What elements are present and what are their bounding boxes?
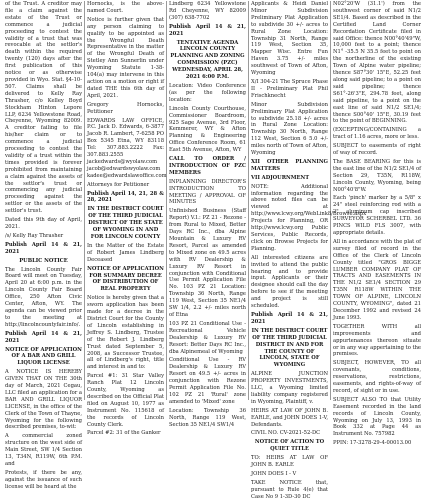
notice-paragraph: IN THE DISTRICT COURT OF THE THIRD JUDICIAL DISTRICT OF THE STATE OF WYOMING IN AND FOR LINCOLN COUNTY — [87, 206, 164, 240]
notice-paragraph: EDWARDS LAW OFFICE, P.C. Jack D. Edwards, 6-3877 Jacob R. Lambert, 7-6258 PO Box 5345 Etna, WY 83118 Tel: 307.883.2222 Fax: 307.883.2555 jackedwards@wyolaw.com jacob@edwardswyolaw.com kadee@edwardslawoffice.com — [87, 117, 167, 179]
notice-paragraph: 103 PZ 21 Conditional Use - Recreational Vehicle Dealership & Luxury RV Resort: Better Days RC Inc., dba Alpinemeal of Wyoming — [169, 320, 246, 355]
notice-paragraph: Parcel #2: 31 of the Ganker — [87, 430, 161, 437]
notice-paragraph: Dated this 9th day of April, 2021. — [5, 217, 82, 230]
notice-paragraph: NOTICE OF APPLICATION FOR SUMMARY DECREE OF DISTRIBUTION OF REAL PROPERTY — [87, 265, 164, 293]
notice-paragraph: (EXCEPTING/CONTAINING a tract of 1.16 acres, more or less. — [333, 127, 421, 141]
notice-paragraph: All interested citizens are invited to attend the public hearing and to provide input. Applicants or their designee should call the day before to see if the meeting and project is still scheduled. — [251, 254, 328, 310]
notice-paragraph: NOTICE OF APPLICATION OF A BAR AND GRILL LIQUOR LICENSE — [5, 346, 82, 367]
notice-paragraph: ALPINE JUNCTION PROPERTY INVESTMENTS, LLC, a Wyoming limited liability company registered in Wyoming, Plaintiff, v. — [251, 371, 328, 405]
notice-paragraph: Conditional Use - RV Dealership & Luxury RV Resort on 49.5 +/- acres in conjunction with Rezone Permit Application File No. 102 PZ 21 'Rural' zone amended to 'Mixed' zone — [169, 357, 246, 405]
notice-paragraph: PUBLIC NOTICE — [19, 257, 68, 264]
notice-paragraph: Attorneys for Petitioner — [87, 181, 150, 188]
notice-paragraph: The BASE BEARING for this is the east line of the N1/2 SE1/4 of Section 29, T35N, R118W, Lincoln County, Wyoming, being N00°40'8"W. — [333, 158, 421, 193]
notice-paragraph: Notice is hereby given that a sworn application has been made for a decree in the District Court for the County of Lincoln establishing in Jeffrey S. Lindberg, Trustee of the Robert J. Lindberg Trust dated September 5, 2008, as Successor Trustee, all of Lindberg's right, title and interest in and to: — [87, 295, 164, 371]
column-1 — [3, 1, 85, 490]
notice-paragraph: N02°20'W (31.1') from the southwest corner of said N1/2 SE1/4. Based as described in the Certified Land Corner Recordation Certificate filed in said Office: thence N00°40'49"W, 10,000 feet to a point; thence N1° -35.5 N 35.5 feet to point on the northerline of the existing Town of Alpine water pipeline; thence S87°30' 15"E, 52.25 feet along said pipeline; to a point on said pipeline; thence S61°-26'3"E, 294.78 feet, along said pipeline, to a point on the east line of said N1/2 SE1/4; thence S00°40' 15"E, 30.19 feet to the point of BEGINNING. — [333, 1, 421, 125]
notice-paragraph: HEIRS AT LAW OF JOHN B. EARLE, and JOHN DOES 1-V, Defendants. — [251, 407, 328, 428]
notice-paragraph: Location: Township 36 North, Range 119 West, Section 35 NE1/4 SW1/4 — [169, 407, 246, 428]
notice-paragraph: INPLANNING DIRECTOR'S INTRODUCTION TO MEETING / APPROVAL OF MINUTES — [169, 178, 246, 206]
notice-paragraph: TO: HEIRS AT LAW OF JOHN B. EARLE — [251, 455, 328, 469]
notice-paragraph: Lincoln County Courthouse, Commissioner Boardroom, 925 Sage Avenue, 3rd Floor, Kemmerer, WY & Afton Planning & Engineering Office Conference Room, 61 East 5th Avenue, Afton, WY — [169, 105, 246, 154]
notice-paragraph: Publish April 14 & 21, 2021 — [251, 311, 328, 325]
notice-paragraph: In the Matter of the Estate of Robert James Lindberg Deceased — [87, 242, 164, 263]
notice-paragraph: All in accordance with the plat of survey filed of record in the Office of the Clerk of Lincoln County titled "GROS BIGGE LUMBER COMPANY PLAT OF TRACTS AND EASEMENTS IN THE N1/2 SE1/4 SECTION 29 T35N R118W WITHIN THE TOWN OF ALPINE, LINCOLN COUNTY, WYOMING", dated 21 December 1992 and revised 24 June 1993. — [333, 238, 421, 321]
column-3 — [167, 1, 249, 428]
notice-paragraph: Publish April 14, 21, 28 & 28, 2021 — [87, 190, 164, 204]
notice-paragraph: SUBJECT, HOWEVER, TO all covenants, conditions, reservations, restrictions, easements, and rights-of-way of record, of sight or in use. — [333, 360, 421, 394]
notice-paragraph: JOHN DOES I - V — [251, 471, 297, 477]
notice-paragraph: Hornocks, is the above-named Court. — [87, 1, 164, 14]
notice-paragraph: IN THE DISTRICT COURT OF THE THIRD JUDICIAL DISTRICT IN AND FOR THE COUNTY OF LINCOLN, STATE OF WYOMING — [251, 327, 328, 369]
notice-paragraph: XII OTHER PLANNING MATTERS — [251, 158, 328, 172]
notice-paragraph: /s/ Kelly Ray Thrasher — [5, 232, 64, 239]
column-4 — [249, 1, 367, 500]
notice-paragraph: TENTATIVE AGENDA LINCOLN COUNTY PLANNING AND ZONING COMMISSION (PZC) WEDNESDAY, APRIL 28, 2021 6:00 P.M. — [170, 39, 245, 81]
notice-paragraph: Applicants & Heidi Daniel Minor Subdivision Preliminary Plat Application to subdivide 30 +/- acres to Rural Zone Location: Township 31 North, Range 119 West, Section 35, Mapper Wisc. Entre Fun Haven 3.75 +/- miles southwest of Town of Afton, Wyoming — [251, 1, 328, 77]
notice-paragraph: Minor Subdivision Preliminary Plat Application to subdivide 25.18 +/- acres in Rural Zone Location: Township 30 North, Range 112 West, Section 6 5.0 +/- miles north of Town of Afton, Wyoming — [251, 101, 328, 157]
notice-paragraph: PPIN: 17-3278-29-4-00013.00 — [333, 440, 412, 447]
notice-paragraph: CIVIL NO. CV-2021-52-DC — [251, 430, 321, 437]
notice-paragraph: VII ADJOURNMENT — [251, 174, 310, 181]
notice-paragraph: Parcel #1: 31 Star Valley Ranch Plat 12 Lincoln County, Wyoming as described on the Official Plat filed on August 10, 1977 as Instrument No. 115618 of the records of Lincoln County Clerk. — [87, 373, 164, 428]
notice-paragraph: NOTICE OF ACTION TO QUIET TITLE — [254, 439, 325, 453]
notice-paragraph: Protests, if there be any, against the issuance of such license will be heard at the — [5, 469, 82, 490]
notice-paragraph: Publish April 14 & 21, 2021 — [5, 330, 82, 344]
notice-paragraph: Publish April 14 & 21, 2021 — [169, 23, 246, 37]
notice-paragraph: Unfinished Business (Staff Report) V.I.: PZ 21 - Rezone - from Rural to Mixed, Better Days RC Inc., dba Alpine Mountain & Luxury RV Resort, Parcel as amended to Mixed zone on 49.5 acres with RV Dealership & Luxury RV Resort in conjunction with Conditional Use Permit Application File No. 103 PZ 21 Location: Township 36 North, Range 119 West, Section 35 NE1/4 SW 1/4, 2.2 +/- miles north of Etna — [169, 208, 246, 318]
notice-paragraph: CALL TO ORDER / INTRODUCTION OF PZC MEMBERS — [169, 156, 246, 176]
notice-paragraph: A commercial zoned structure on the west side of Main Street, SW 1/4 Section 13, T34N, R119W, 6th P.M. and — [5, 433, 82, 467]
notice-paragraph: X/I 304-21 The Spruce Phase II - Preliminary Plat Phil Frischknecht — [251, 78, 328, 99]
notice-paragraph: Notice is further given that any person claiming to qualify to be appointed as the Wrongful Death Representative in the matter of the Wrongful Death of Stetley Ann Sunnerlin under Wyoming Statute 1-38-104(a) may intervene in this action on a motion or right if dated THE this 6th day of April, 2021. — [87, 16, 164, 99]
notice-paragraph: A NOTICE IS HEREBY GIVEN THAT ON THE 30th day of March, 2021 Cegau, LLC filed an application for a BAR AND GRILL LIQUOR LICENSE, in the office of the Clerk of the Town of Thayne, Wyoming for the following described premises, to-wit: — [5, 369, 82, 431]
notice-paragraph: NOTE: Additional information regarding the above noted files can be viewed at http://www.lcwy.org/WebLink8/Browse.aspx Projects for Planning, OR http://www.lcwy.org Public Services, Public Records, click on Browse Projects for Planning. — [251, 183, 367, 252]
notice-paragraph: TOGETHER WITH all improvements and appurtenances thereon situate or in any way appertaining to the premises. — [333, 323, 421, 358]
notice-paragraph: Location: Video Conference (as per the following location: — [169, 82, 246, 103]
notice-paragraph: SUBJECT to easements of right of way of record. — [333, 143, 421, 157]
notice-paragraph: Each 'pinch' marker by a 5/8" x 24" steel reinforcing rod with a 2" aluminum cap inscribed SURVEYOR SCHERBEL LTD. 36 PINCS WILD FLS 3007, with appropriate details. — [333, 195, 421, 236]
notice-paragraph: SUBJECT ALSO TO that Utility Easement recorded in the land records of Lincoln County, Wyoming on July 13, 1993 in Book 332 at Page 44 as Instrument No. 757982 — [333, 396, 421, 438]
notice-paragraph: Lindberg 6234 Yellowstone Rd Cheyenne, WY 82009 (307) 638-7702 — [169, 1, 246, 21]
notice-paragraph: of the Trust. A creditor may file a claim against the estate of the Trust or commence a judicial proceeding to contest the validity of a trust that was revocable at the settlor's death within the required twenty (120) days after the first publication of this notice or as otherwise provided in Wyo. Stat. §4-10-507. Claims shall be delivered to Kelly Ray Thrasher, c/o Kelley Boyd Stockham Hinton Lepore LLP, 6234 Yellowstone Road, Cheyenne, Wyoming 82009. A creditor failing to file his/her claim or to commence a judicial proceeding to contest the validity of a trust within the times provided is forever prohibited from maintaining a claim against the assets of the settlor's trust or commencing any judicial proceeding against the settlor or the assets of the settlor's trust. — [5, 1, 82, 215]
notice-paragraph: Publish April 14 & 21, 2021 — [5, 241, 82, 255]
column-5 — [331, 1, 423, 447]
notice-paragraph: TAKE NOTICE that, pursuant to Rule 4(e) that Case No 9 1-3D-30 DC — [251, 479, 328, 500]
notice-paragraph: The Lincoln County Fair Board will meet on Tuesday, April 20 at 6:00 p.m. in the Lincoln County Fair Board Office, 250 Afton Civic Center, Afton, WY. The agenda can be viewed prior to the meeting at http://lincolncountyfair.info/. — [5, 266, 82, 328]
notice-paragraph: Gregory Hornocks, Petitioner — [87, 101, 164, 115]
column-2 — [85, 1, 167, 437]
